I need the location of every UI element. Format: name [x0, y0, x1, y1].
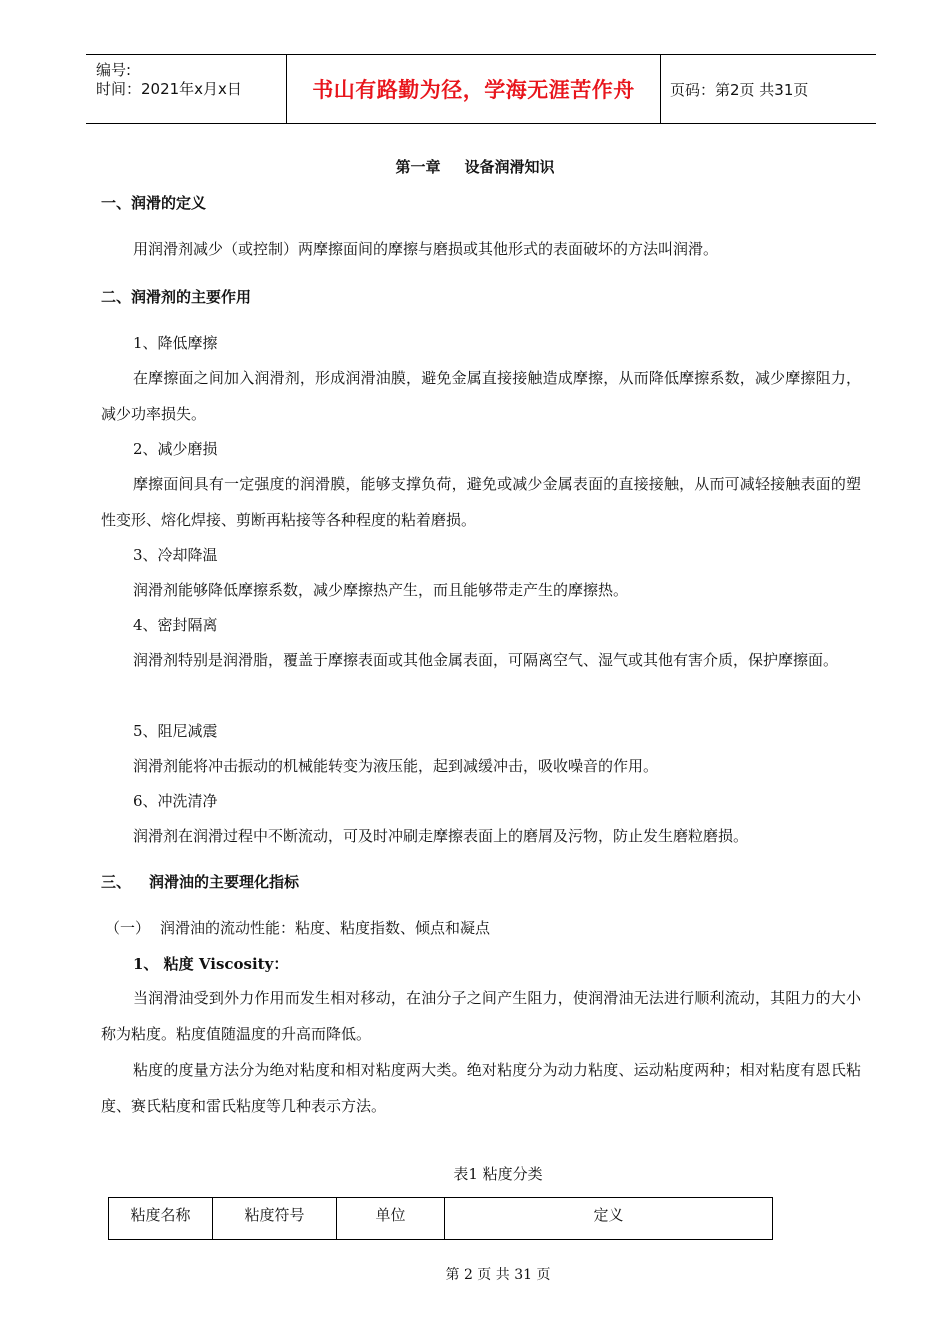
table-header-cell: 粘度符号: [213, 1198, 337, 1240]
subsection-1-number: （一）: [105, 919, 151, 937]
chapter-title: [0, 160, 950, 175]
page-footer: 第 2 页 共 31 页: [445, 1267, 551, 1283]
viscosity-table: [108, 1197, 773, 1240]
item-6-title: 6、冲洗清净: [133, 792, 218, 810]
item-4-title: 4、密封隔离: [133, 616, 218, 634]
item-1-text: 在摩擦面之间加入润滑剂，形成润滑油膜，避免金属直接接触造成摩擦，从而降低摩擦系数，减少摩擦阻力，减少功率损失。: [101, 369, 861, 423]
section-3-title: 润滑油的主要理化指标: [149, 873, 300, 891]
viscosity-heading: 1、 粘度 Viscosity：: [133, 955, 289, 973]
document-header: [86, 54, 876, 124]
item-5-title: 5、阻尼减震: [133, 722, 218, 740]
subsection-1-heading: [105, 921, 490, 936]
time-label: 时间：2021年x月x日: [96, 80, 242, 98]
table-caption: 表1 粘度分类: [453, 1165, 543, 1183]
section-3-number: 三、: [101, 873, 132, 891]
table-header-cell: 粘度名称: [109, 1198, 213, 1240]
subsection-1-title: 润滑油的流动性能：粘度、粘度指数、倾点和凝点: [160, 919, 491, 937]
item-3-title: 3、冷却降温: [133, 546, 218, 564]
item-4-text: 润滑剂特别是润滑脂，覆盖于摩擦表面或其他金属表面，可隔离空气、湿气或其他有害介质，保护摩擦面。: [133, 651, 839, 669]
header-meta-cell: [86, 55, 287, 123]
item-6-text: 润滑剂在润滑过程中不断流动，可及时冲刷走摩擦表面上的磨屑及污物，防止发生磨粒磨损。: [133, 827, 749, 845]
number-label: 编号:: [96, 61, 132, 79]
item-5-text: 润滑剂能将冲击振动的机械能转变为液压能，起到减缓冲击，吸收噪音的作用。: [133, 757, 659, 775]
viscosity-paragraph-2: 粘度的度量方法分为绝对粘度和相对粘度两大类。绝对粘度分为动力粘度、运动粘度两种；相对粘度有恩氏粘度、赛氏粘度和雷氏粘度等几种表示方法。: [101, 1061, 861, 1115]
section-2-heading: 二、润滑剂的主要作用: [101, 288, 252, 306]
chapter-number: 第一章: [395, 158, 441, 176]
header-motto: 书山有路勤为径，学海无涯苦作舟: [287, 55, 661, 123]
chapter-name: 设备润滑知识: [464, 158, 555, 176]
header-page-label: 页码：第2页 共31页: [670, 80, 809, 99]
item-3-text: 润滑剂能够降低摩擦系数，减少摩擦热产生，而且能够带走产生的摩擦热。: [133, 581, 629, 599]
section-1-heading: 一、润滑的定义: [101, 194, 207, 212]
item-2-text: 摩擦面间具有一定强度的润滑膜，能够支撑负荷，避免或减少金属表面的直接接触，从而可减轻接触表面的塑性变形、熔化焊接、剪断再粘接等各种程度的粘着磨损。: [101, 475, 861, 529]
table-header-cell: 单位: [337, 1198, 445, 1240]
item-2-title: 2、减少磨损: [133, 440, 218, 458]
section-3-heading: [101, 875, 299, 890]
table-header-row: [109, 1198, 773, 1240]
viscosity-paragraph-1: 当润滑油受到外力作用而发生相对移动，在油分子之间产生阻力，使润滑油无法进行顺利流动，其阻力的大小称为粘度。粘度值随温度的升高而降低。: [101, 989, 861, 1043]
table-header-cell: 定义: [445, 1198, 773, 1240]
section-1-text: 用润滑剂减少（或控制）两摩擦面间的摩擦与磨损或其他形式的表面破坏的方法叫润滑。: [133, 240, 719, 258]
item-1-title: 1、降低摩擦: [133, 334, 218, 352]
